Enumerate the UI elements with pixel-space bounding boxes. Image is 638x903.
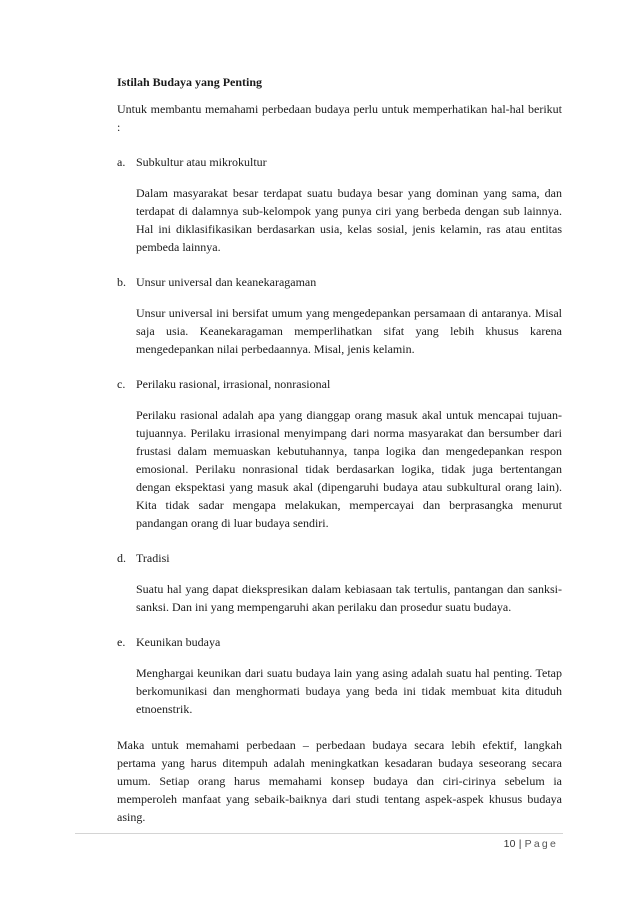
list-item-title: Perilaku rasional, irrasional, nonrasional <box>136 377 331 391</box>
list-item-title: Keunikan budaya <box>136 635 221 649</box>
page-content <box>117 74 562 826</box>
footer-divider <box>75 833 563 834</box>
intro-paragraph: Untuk membantu memahami perbedaan budaya perlu untuk memperhatikan hal-hal berikut : <box>117 102 562 134</box>
list-item-body: Menghargai keunikan dari suatu budaya lain yang asing adalah suatu hal penting. Tetap berkomunikasi dan menghormati budaya yang beda ini tidak membuat kita dituduh etnoenstrik. <box>136 666 562 716</box>
list-item-unsur-universal <box>117 274 562 358</box>
list-item-letter: b. <box>117 275 126 289</box>
list-item-body: Perilaku rasional adalah apa yang dianggap orang masuk akal untuk mencapai tujuan-tujuannya. Perilaku irrasional menyimpang dari norma masyarakat dan bersumber dari frustasi dalam memuaskan kebutuhannya, tanpa logika dan mengedepankan respon emosional. Perilaku nonrasional tidak berdasarkan logika, tidak juga bertentangan dengan ekspektasi yang masuk akal (dipengaruhi budaya atau subkultural orang lain). Kita tidak sadar mengapa melakukan, mempercayai dan berprasangka menurut pandangan orang di luar budaya sendiri. <box>136 408 562 530</box>
list-item-keunikan <box>117 634 562 718</box>
list-item-letter: a. <box>117 155 126 169</box>
list-item-title: Subkultur atau mikrokultur <box>136 155 267 169</box>
page-footer <box>504 838 558 850</box>
list-item-perilaku <box>117 376 562 532</box>
list-item-letter: d. <box>117 551 126 565</box>
footer-separator: | <box>518 838 522 850</box>
section-heading: Istilah Budaya yang Penting <box>117 75 263 89</box>
page-label: Page <box>524 838 558 850</box>
list-item-body: Unsur universal ini bersifat umum yang mengedepankan persamaan di antaranya. Misal saja usia. Keanekaragaman memperlihatkan sifat yang lebih khusus karena mengedepankan nilai perbedaannya. Misal, jenis kelamin. <box>136 306 562 356</box>
list-item-body: Dalam masyarakat besar terdapat suatu budaya besar yang dominan yang sama, dan terdapat di dalamnya sub-kelompok yang punya ciri yang berbeda dengan sub lainnya. Hal ini diklasifikasikan berdasarkan usia, kelas sosial, jenis kelamin, ras atau entitas pembeda lainnya. <box>136 186 562 254</box>
page-number: 10 <box>503 838 516 850</box>
list-item-title: Tradisi <box>136 551 170 565</box>
list-item-title: Unsur universal dan keanekaragaman <box>136 275 317 289</box>
list-item-tradisi <box>117 550 562 616</box>
closing-paragraph: Maka untuk memahami perbedaan – perbedaan budaya secara lebih efektif, langkah pertama yang harus ditempuh adalah meningkatkan kesadaran budaya seseorang secara umum. Setiap orang harus memahami konsep budaya dan ciri-cirinya sebelum ia memperoleh manfaat yang sebaik-baiknya dari studi tentang aspek-aspek khusus budaya asing. <box>117 738 562 824</box>
list-item-subkultur <box>117 154 562 256</box>
list-item-letter: c. <box>117 377 126 391</box>
list-item-letter: e. <box>117 635 126 649</box>
list-item-body: Suatu hal yang dapat diekspresikan dalam kebiasaan tak tertulis, pantangan dan sanksi-sanksi. Dan ini yang mempengaruhi akan perilaku dan prosedur suatu budaya. <box>136 582 562 614</box>
